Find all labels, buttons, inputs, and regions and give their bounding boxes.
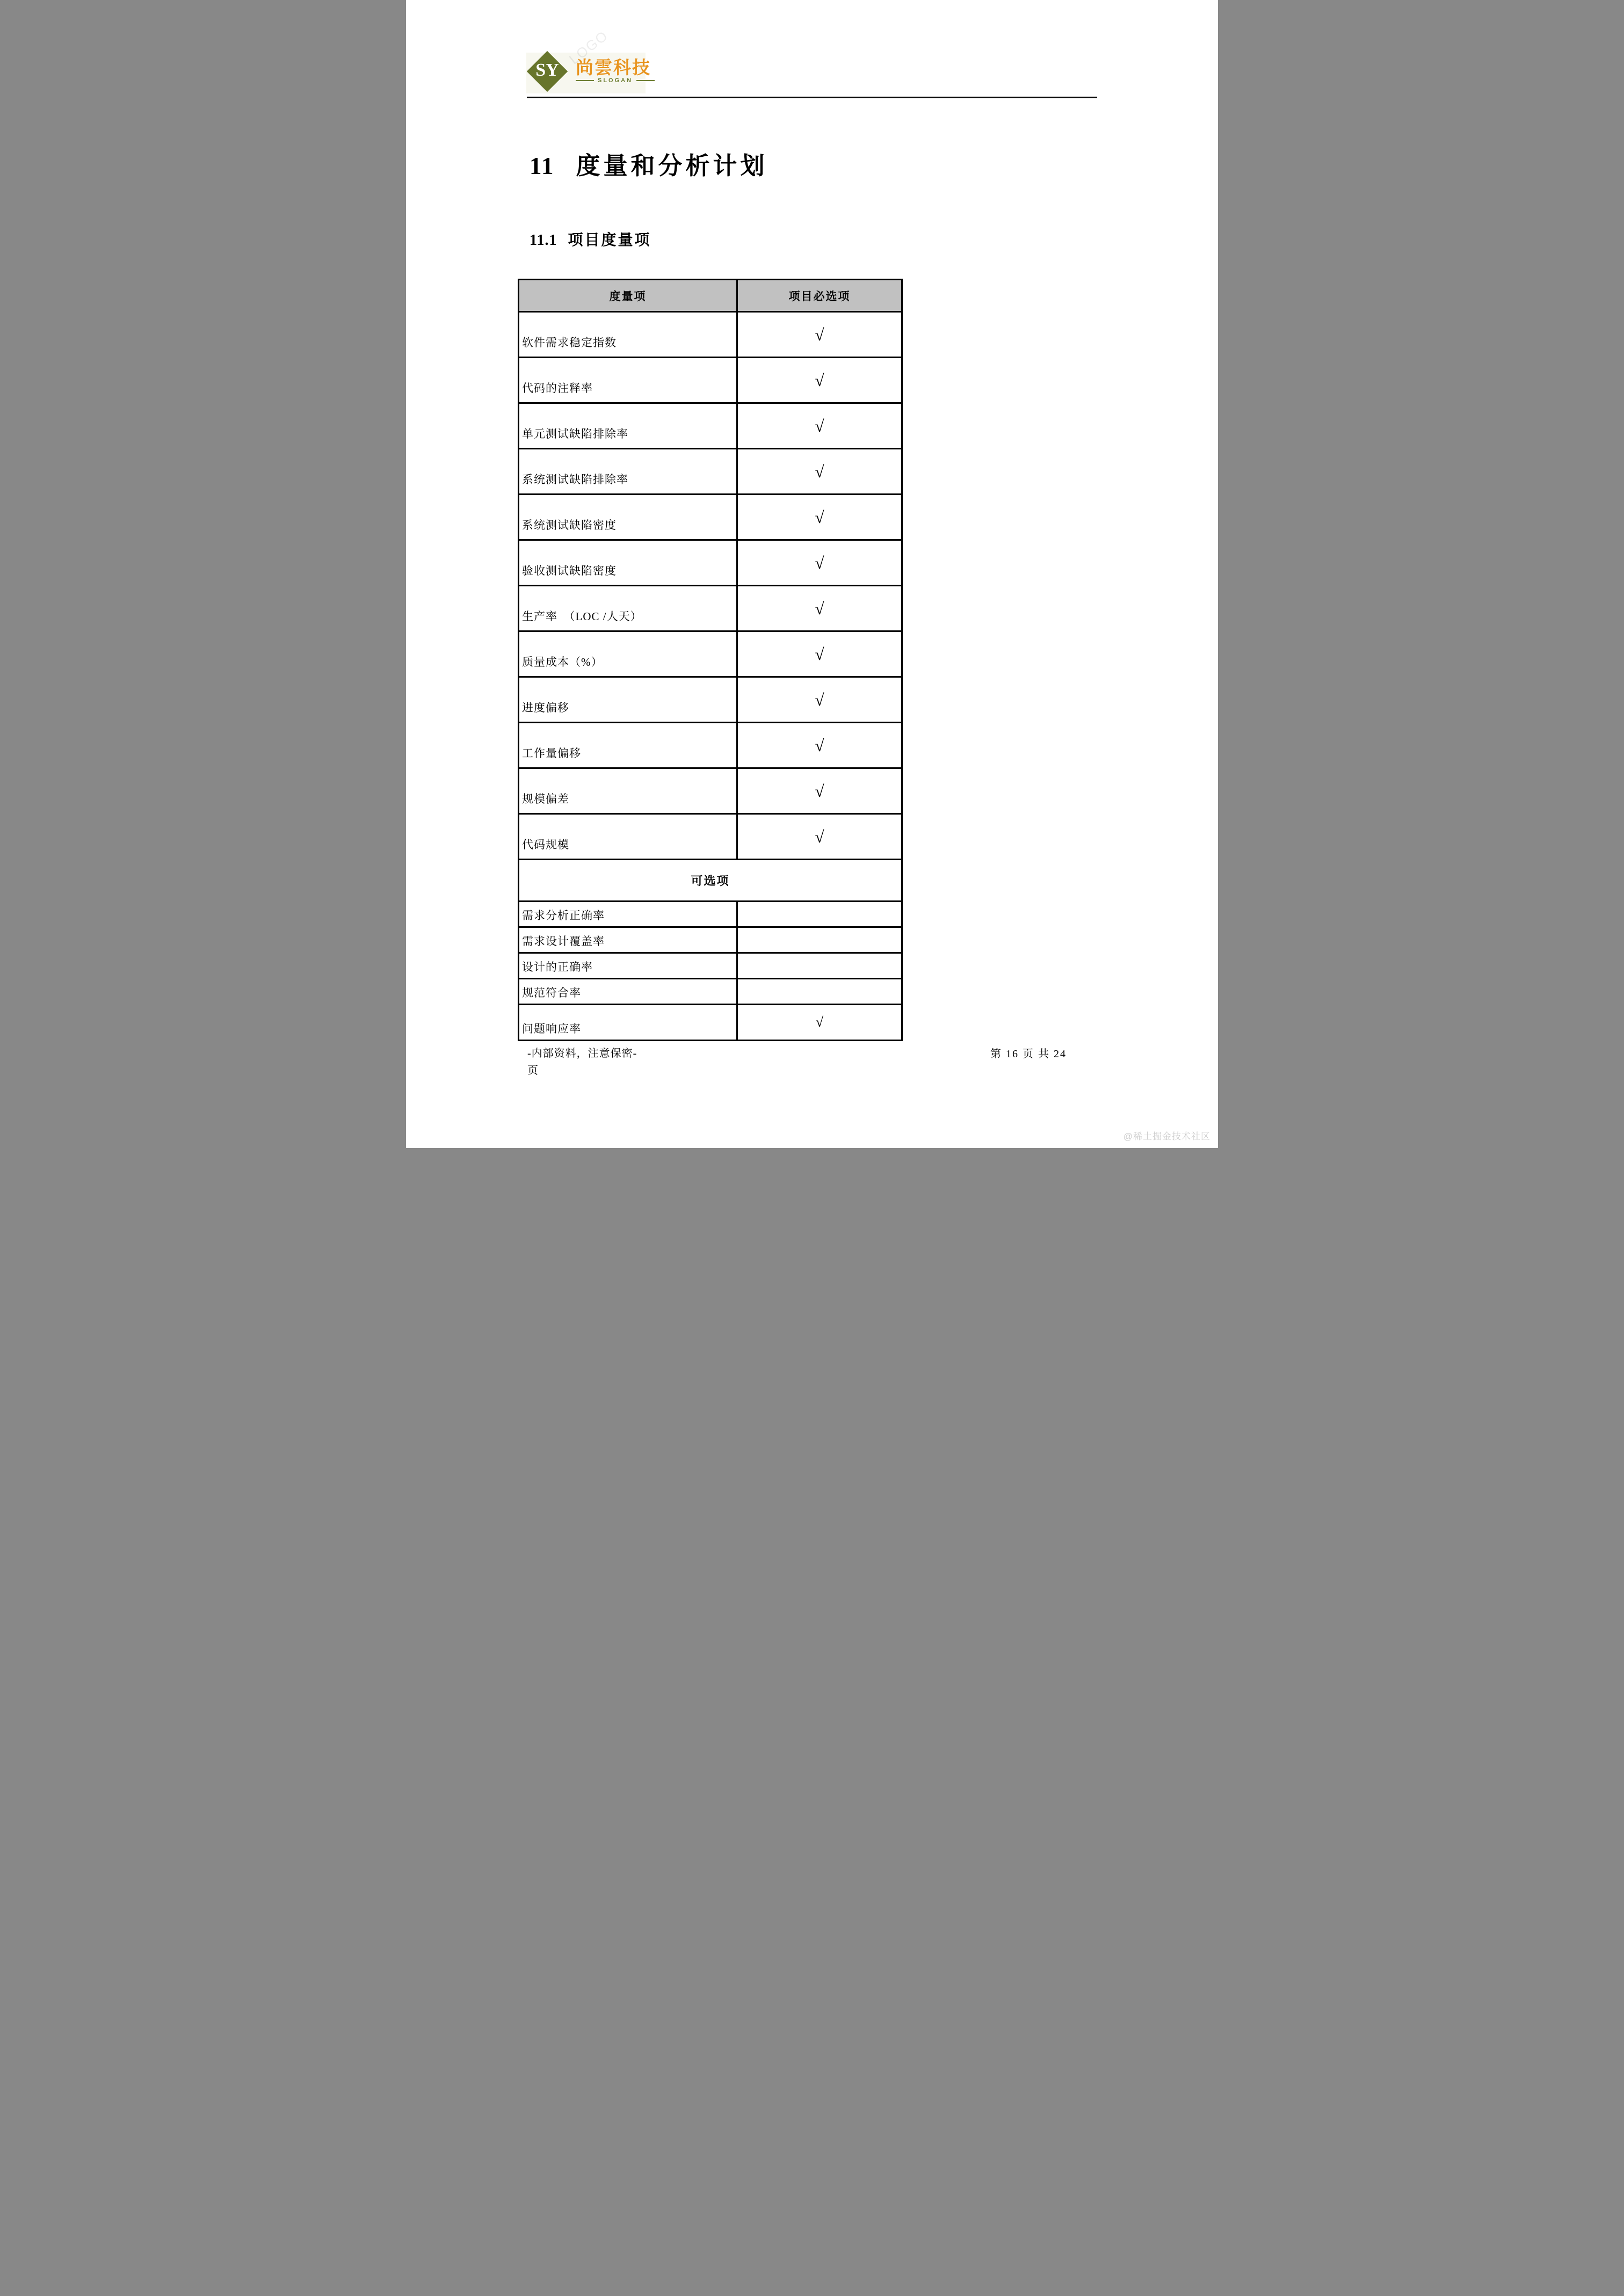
chapter-title: 度量和分析计划 [576,152,768,179]
measure-item-label: 问题响应率 [519,1005,738,1040]
table-row [519,979,901,1005]
measure-item-label: 单元测试缺陷排除率 [519,404,738,448]
required-check-cell [738,1005,901,1040]
company-logo [526,27,651,93]
measure-item-label: 代码规模 [519,815,738,859]
required-check-cell [738,313,901,357]
required-check-cell [738,586,901,630]
footer-confidential-line1: -内部资料，注意保密- [527,1048,637,1059]
required-check-cell [738,928,901,952]
table-row [519,928,901,954]
required-check-cell [738,815,901,859]
column-header-measure-item: 度量项 [519,280,738,311]
table-row [519,954,901,979]
checkmark-icon: √ [815,462,824,481]
checkmark-icon: √ [815,553,824,572]
required-check-cell [738,541,901,585]
table-row [519,586,901,632]
checkmark-icon: √ [815,690,824,709]
table-row [519,541,901,586]
checkmark-icon: √ [815,736,824,755]
slogan-right-dash [636,80,655,81]
table-row [519,495,901,541]
measure-item-label: 规模偏差 [519,769,738,813]
logo-initials: SY [535,60,559,80]
table-row [519,358,901,404]
measure-item-label: 系统测试缺陷密度 [519,495,738,539]
table-row [519,769,901,815]
required-check-cell [738,632,901,676]
table-row [519,678,901,723]
table-row [519,815,901,860]
required-check-cell [738,902,901,926]
required-check-cell [738,495,901,539]
required-check-cell [738,723,901,767]
measure-item-label: 设计的正确率 [519,954,738,978]
measure-item-label: 系统测试缺陷排除率 [519,449,738,493]
required-check-cell [738,449,901,493]
checkmark-icon: √ [815,507,824,527]
optional-section-label: 可选项 [691,874,730,888]
table-row [519,902,901,928]
required-check-cell [738,358,901,402]
document-page [406,0,1218,1148]
section-number: 11.1 [530,232,557,249]
chapter-heading [530,146,768,181]
measure-item-label: 需求分析正确率 [519,902,738,926]
footer-confidential [527,1045,637,1079]
measure-item-label: 验收测试缺陷密度 [519,541,738,585]
checkmark-icon: √ [815,827,824,846]
required-check-cell [738,954,901,978]
chapter-number: 11 [530,152,555,179]
logo-slogan: SLOGAN [598,77,633,84]
header-divider-line [527,97,1097,98]
table-row [519,449,901,495]
table-row [519,313,901,358]
section-title: 项目度量项 [568,232,651,249]
checkmark-icon: √ [815,416,824,435]
measure-item-label: 工作量偏移 [519,723,738,767]
required-check-cell [738,678,901,722]
measure-item-label: 规范符合率 [519,979,738,1004]
table-row [519,632,901,678]
table-row [519,404,901,449]
measure-item-label: 代码的注释率 [519,358,738,402]
table-row [519,723,901,769]
required-check-cell [738,769,901,813]
slogan-left-dash [576,80,594,81]
column-header-required: 项目必选项 [788,289,851,303]
checkmark-icon: √ [815,370,824,390]
measure-item-label: 质量成本（%） [519,632,738,676]
checkmark-icon: √ [815,781,824,801]
checkmark-icon: √ [815,325,824,344]
logo-slogan-row [576,77,655,84]
table-header-row [519,280,901,313]
footer-confidential-line2: 页 [527,1065,539,1077]
measure-item-label: 生产率 （LOC /人天） [519,586,738,630]
checkmark-icon: √ [815,599,824,618]
optional-section-row [519,860,901,902]
logo-background-watermark: LOGO [566,27,611,68]
table-row [519,1005,901,1040]
checkmark-icon: √ [815,644,824,664]
measurement-table [518,279,903,1041]
logo-company-name: 尚雲科技 [576,59,651,78]
checkmark-icon: √ [815,1014,824,1030]
measure-item-label: 软件需求稳定指数 [519,313,738,357]
measure-item-label: 需求设计覆盖率 [519,928,738,952]
corner-watermark: @稀土掘金技术社区 [1123,1131,1210,1142]
section-heading [530,228,651,250]
required-check-cell [738,404,901,448]
measure-item-label: 进度偏移 [519,678,738,722]
required-check-cell [738,979,901,1004]
footer-page-number: 第 16 页 共 24 [990,1048,1067,1060]
